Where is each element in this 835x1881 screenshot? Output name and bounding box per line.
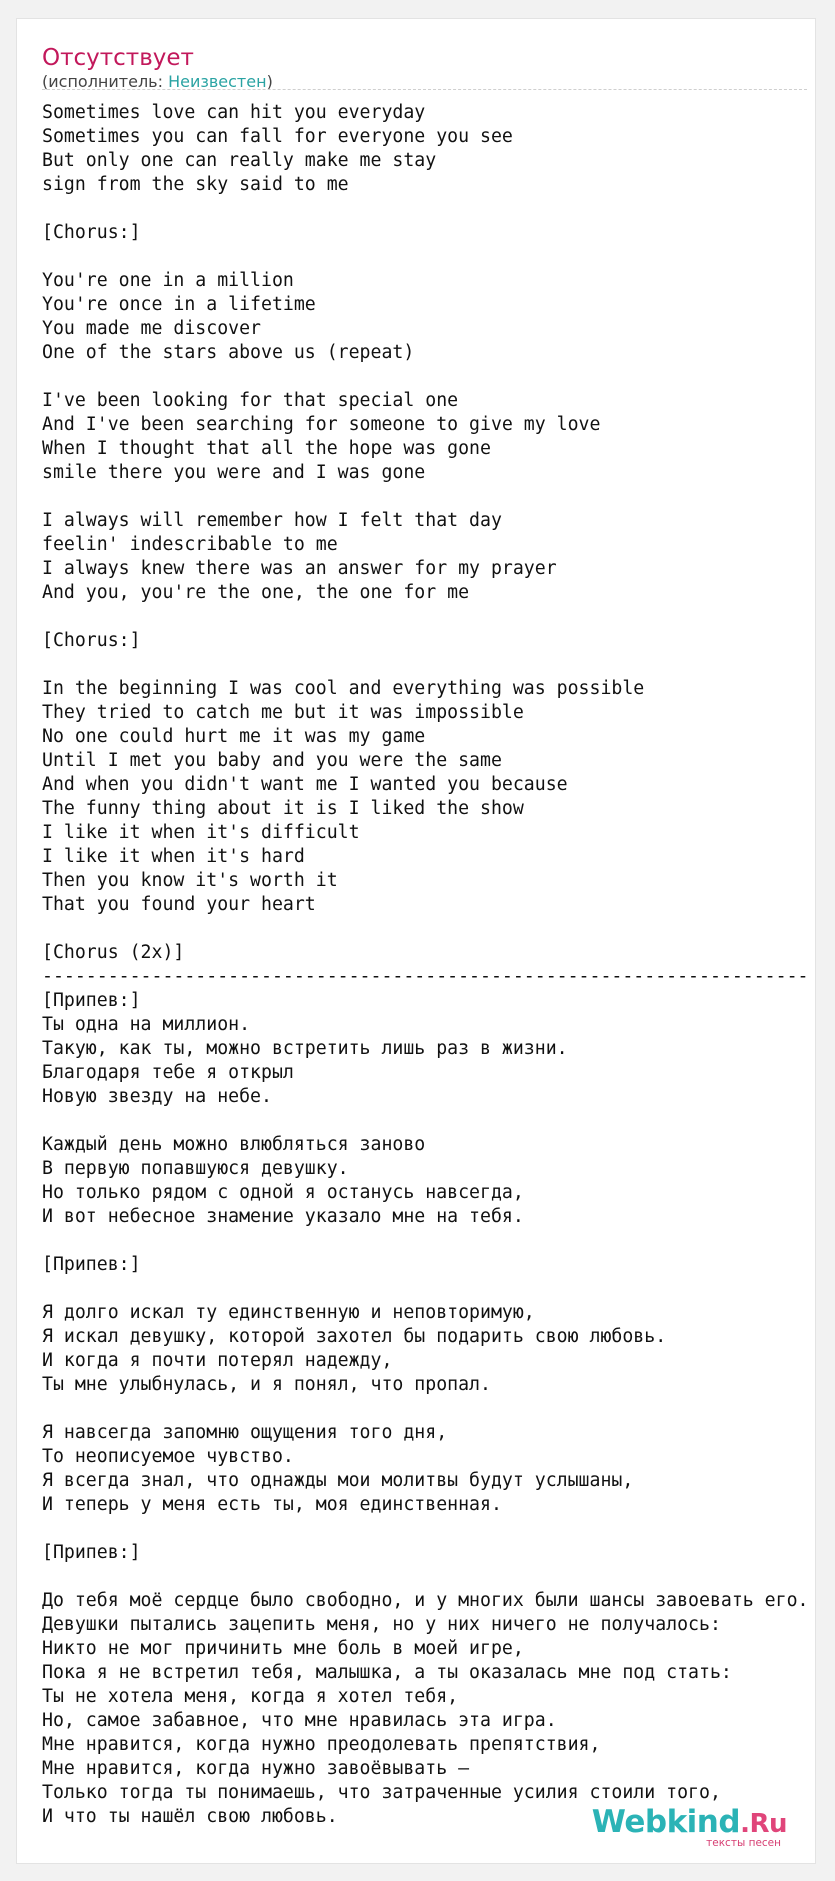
artist-prefix: (исполнитель: bbox=[42, 72, 169, 91]
logo-tagline: тексты песен bbox=[706, 1837, 781, 1849]
title-divider bbox=[42, 89, 807, 90]
logo-name: Webkind bbox=[591, 1804, 741, 1840]
logo-tld: .Ru bbox=[740, 1809, 787, 1839]
artist-suffix: ) bbox=[266, 72, 273, 91]
site-logo[interactable] bbox=[592, 1805, 787, 1849]
song-title: Отсутствует bbox=[42, 45, 194, 71]
lyrics-text: Sometimes love can hit you everyday Sometimes you can fall for everyone you see But only one can really make me stay sign from the sky said to me [Chorus:] You're one in a million You're once in a lifetime You made me discover One of the stars above us (repeat) I've been looking for that special one And I've been searching for someone to give my love When I thought that all the hope was gone smile there you were and I was gone I always will remember how I felt that day feelin' indescribable to me I always knew there was an answer for my prayer And you, you're the one, the one for me [Chorus:] In the beginning I was cool and everything was possible They tried to catch me but it was impossible No one could hurt me it was my game Until I met you baby and you were the same And when you didn't want me I wanted you because The funny thing about it is I liked the show I like it when it's difficult I like it when it's hard Then you know it's worth it That you found your heart [Chorus (2x)] ---------------------------------------------------------------------- [Припев:] Ты одна на миллион. Такую, как ты, можно встретить лишь раз в жизни. Благодаря тебе я открыл Новую звезду на небе. Каждый день можно влюбляться заново В первую попавшуюся девушку. Но только рядом с одной я останусь навсегда, И вот небесное знамение указало мне на тебя. [Припев:] Я долго искал ту единственную и неповторимую, Я искал девушку, которой захотел бы подарить свою любовь. И когда я почти потерял надежду, Ты мне улыбнулась, и я понял, что пропал. Я навсегда запомню ощущения того дня, То неописуемое чувство. Я всегда знал, что однажды мои молитвы будут услышаны, И теперь у меня есть ты, моя единственная. [Припев:] До тебя моё сердце было свободно, и у многих были шансы завоевать его. Девушки пытались зацепить меня, но у них ничего не получалось: Никто не мог причинить мне боль в моей игре, Пока я не встретил тебя, малышка, а ты оказалась мне под стать: Ты не хотела меня, когда я хотел тебя, Но, самое забавное, что мне нравилась эта игра. Мне нравится, когда нужно преодолевать препятствия, Мне нравится, когда нужно завоёвывать – Только тогда ты понимаешь, что затраченные усилия стоили того, И что ты нашёл свою любовь. bbox=[42, 102, 809, 1827]
artist-link[interactable]: Неизвестен bbox=[168, 72, 267, 91]
logo-wordmark bbox=[592, 1805, 787, 1841]
lyrics-card bbox=[16, 18, 816, 1864]
